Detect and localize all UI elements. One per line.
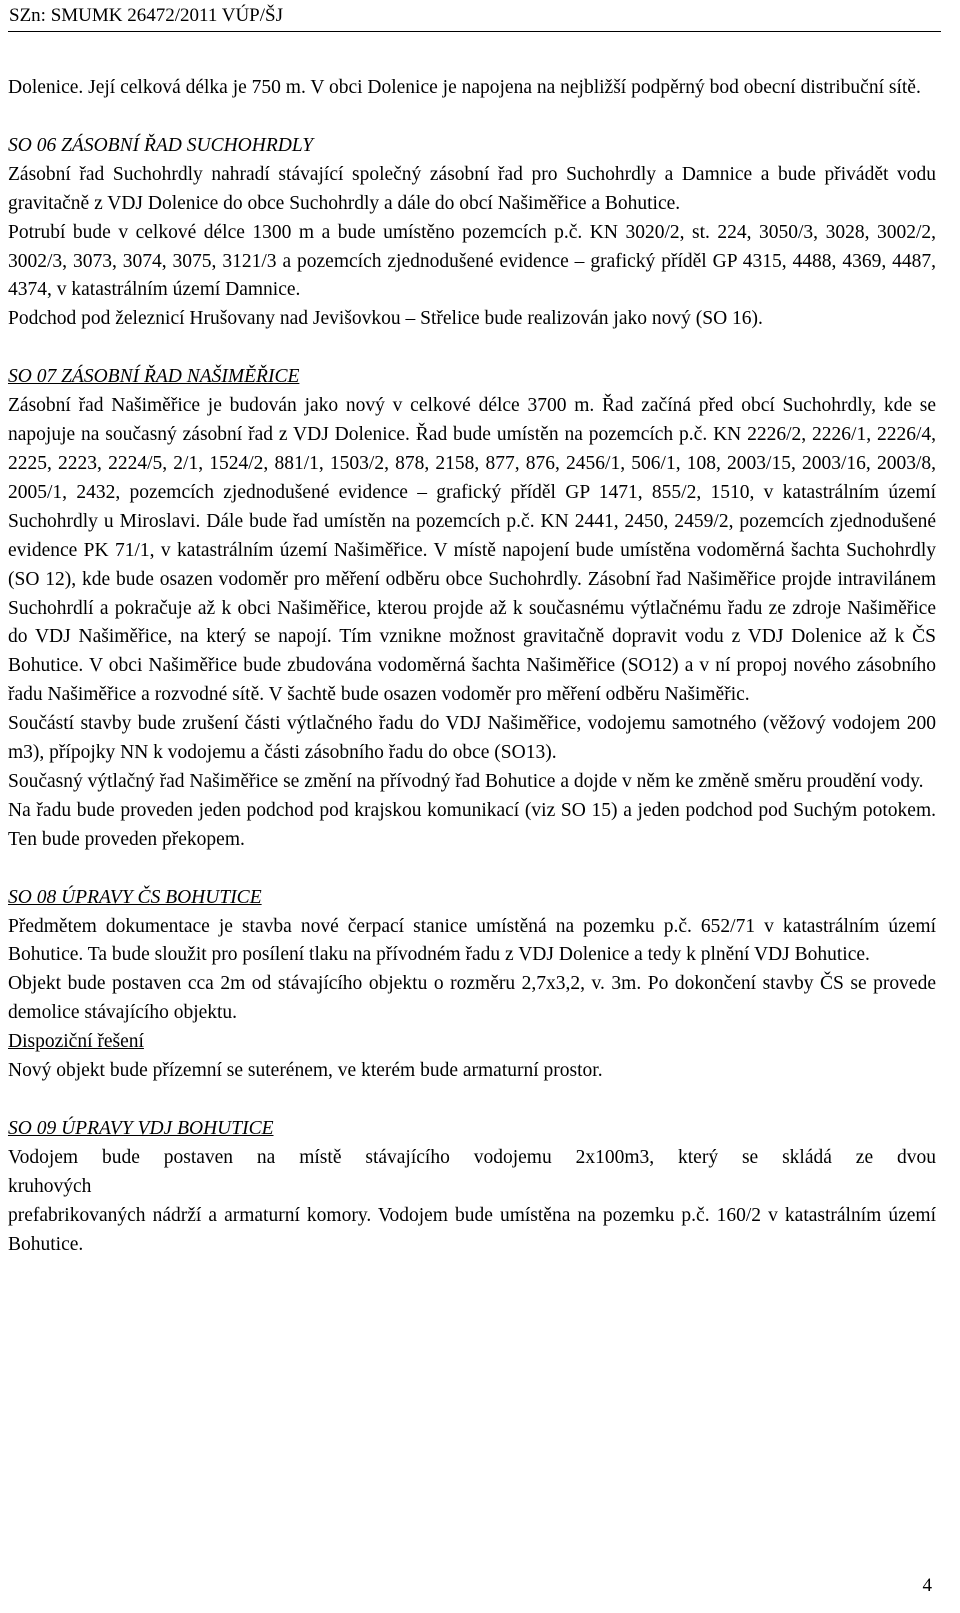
section-gap — [8, 855, 936, 884]
so08-paragraph-3: Nový objekt bude přízemní se suterénem, ve kterém bude armaturní prostor. — [8, 1060, 603, 1082]
so06-paragraph-1: Zásobní řad Suchohrdly nahradí stávající společný zásobní řad pro Suchohrdly a Damnice a bude přivádět vodu gravitačně z VDJ Dolenice do obce Suchohrdly a dále do obcí Našiměřice a Bohutice. — [8, 163, 936, 214]
document-reference: SZn: SMUMK 26472/2011 VÚP/ŠJ — [9, 5, 283, 26]
so08-subheading: Dispoziční řešení — [8, 1031, 144, 1053]
so08-paragraph-1: Předmětem dokumentace je stavba nové čerpací stanice umístěná na pozemku p.č. 652/71 v katastrálním území Bohutice. Ta bude sloužit pro posílení tlaku na přívodném řadu z VDJ Dolenice a tedy k plnění VDJ Bohutice. — [8, 915, 936, 966]
section-so08 — [8, 884, 936, 1086]
so07-paragraph-4: Na řadu bude proveden jeden podchod pod krajskou komunikací (viz SO 15) a jeden podchod pod Suchým potokem. Ten bude proveden překopem. — [8, 799, 936, 850]
section-so06 — [8, 132, 936, 334]
so09-paragraph-2: prefabrikovaných nádrží a armaturní komory. Vodojem bude umístěna na pozemku p.č. 160/2 v katastrálním území Bohutice. — [8, 1204, 936, 1255]
so09-line-1 — [8, 1144, 936, 1173]
section-so07 — [8, 363, 936, 854]
page-number: 4 — [922, 1575, 932, 1596]
so08-paragraph-2: Objekt bude postaven cca 2m od stávajícího objektu o rozměru 2,7x3,2, v. 3m. Po dokončení stavby ČS se provede demolice stávajícího objektu. — [8, 973, 936, 1024]
section-gap — [8, 1086, 936, 1115]
header-divider — [8, 31, 941, 32]
so09-line-2: kruhových — [8, 1175, 92, 1197]
so09-heading: SO 09 ÚPRAVY VDJ BOHUTICE — [8, 1118, 274, 1139]
intro-paragraph: Dolenice. Její celková délka je 750 m. V obci Dolenice je napojena na nejbližší podpěrný bod obecní distribuční sítě. — [8, 77, 921, 98]
so07-paragraph-2: Součástí stavby bude zrušení části výtlačného řadu do VDJ Našiměřice, vodojemu samotného (věžový vodojem 200 m3), přípojky NN k vodojemu a části zásobního řadu do obce (SO13). — [8, 713, 936, 764]
section-so09 — [8, 1115, 936, 1260]
so07-heading: SO 07 ZÁSOBNÍ ŘAD NAŠIMĚŘICE — [8, 366, 300, 388]
so08-heading: SO 08 ÚPRAVY ČS BOHUTICE — [8, 886, 262, 908]
so06-paragraph-2: Potrubí bude v celkové délce 1300 m a bude umístěno pozemcích p.č. KN 3020/2, st. 224, 3050/3, 3028, 3002/2, 3002/3, 3073, 3074, 3075, 3121/3 a pozemcích zjednodušené evidence – grafický příděl GP 4315, 4488, 4369, 4487, 4374, v katastrálním území Damnice. — [8, 221, 936, 301]
so07-paragraph-3: Současný výtlačný řad Našiměřice se změní na přívodný řad Bohutice a dojde v něm ke změně směru proudění vody. — [8, 770, 924, 792]
section-gap — [8, 103, 936, 132]
section-gap — [8, 334, 936, 363]
so06-heading: SO 06 ZÁSOBNÍ ŘAD SUCHOHRDLY — [8, 134, 314, 156]
so06-paragraph-3: Podchod pod železnicí Hrušovany nad Jevišovkou – Střelice bude realizován jako nový (SO 16). — [8, 308, 763, 330]
so07-paragraph-1: Zásobní řad Našiměřice je budován jako nový v celkové délce 3700 m. Řad začíná před obcí Suchohrdly, kde se napojuje na současný zásobní řad z VDJ Dolenice. Řad bude umístěn na pozemcích p.č. KN 2226/2, 2226/1, 2226/4, 2225, 2223, 2224/5, 2/1, 1524/2, 881/1, 1503/2, 878, 2158, 877, 876, 2456/1, 506/1, 108, 2003/15, 2003/16, 2003/8, 2005/1, 2432, pozemcích zjednodušené evidence – grafický příděl GP 1471, 855/2, 1510, v katastrálním území Suchohrdly u Miroslavi. Dále bude řad umístěn na pozemcích p.č. KN 2441, 2450, 2459/2, pozemcích zjednodušené evidence PK 71/1, v katastrálním území Našiměřice. V místě napojení bude umístěna vodoměrná šachta Suchohrdly (SO 12), kde bude osazen vodoměr pro měření odběru obce Suchohrdly. Zásobní řad Našiměřice projde intravilánem Suchohrdlí a pokračuje až k obci Našiměřice, kterou projde až k současnému výtlačnému řadu ze zdroje Našiměřice do VDJ Našiměřice, na který se napojí. Tím vznikne možnost gravitačně dopravit vodu z VDJ Dolenice až k ČS Bohutice. V obci Našiměřice bude zbudována vodoměrná šachta Našiměřice (SO12) a v ní propoj nového zásobního řadu Našiměřice a rozvodné sítě. V šachtě bude osazen vodoměr pro měření odběru Našiměřic. — [8, 395, 936, 706]
so09-line-1-text: Vodojem bude postaven na místě stávajícího vodojemu 2x100m3, který se skládá ze dvou — [8, 1146, 936, 1168]
document-body — [8, 74, 936, 1260]
